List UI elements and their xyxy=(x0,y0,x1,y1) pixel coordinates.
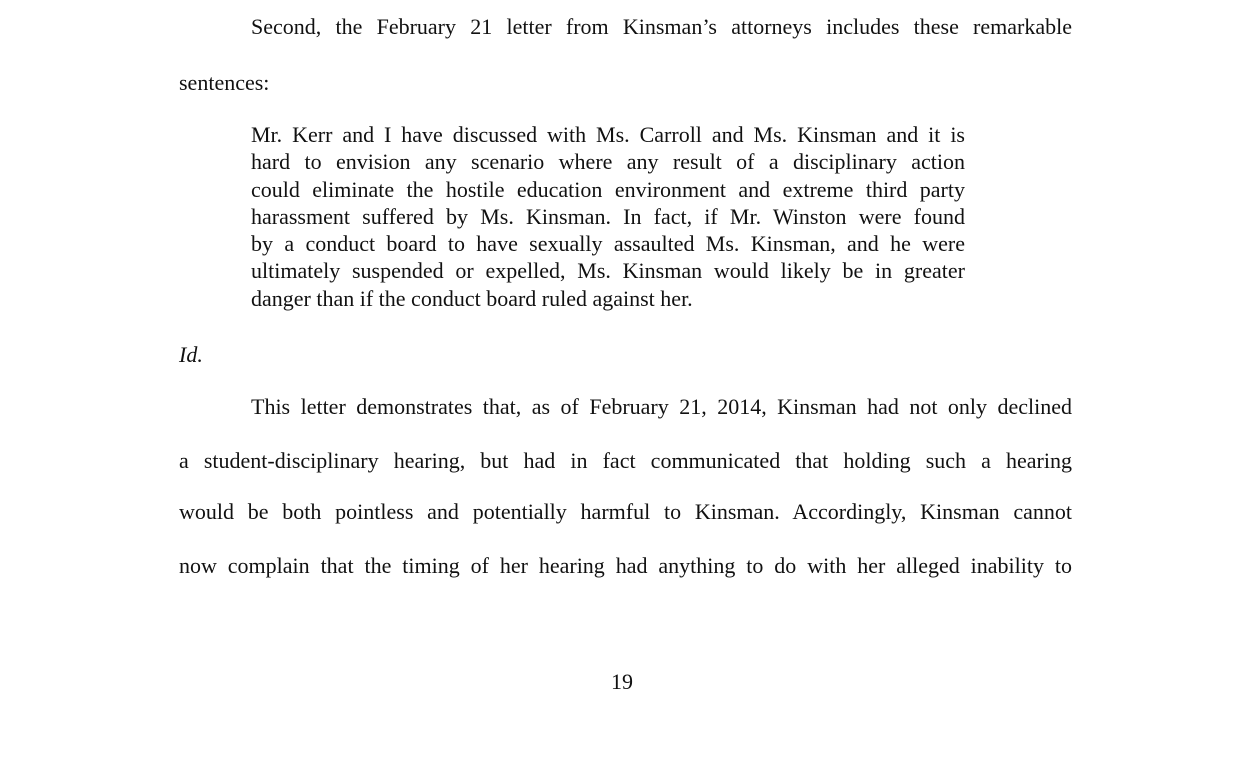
intro-paragraph-line-1: Second, the February 21 letter from Kinsman’s attorneys includes these remarkable xyxy=(251,14,1072,39)
main-paragraph-line-1: This letter demonstrates that, as of February 21, 2014, Kinsman had not only declined xyxy=(251,394,1072,419)
intro-paragraph-line-2: sentences: xyxy=(179,70,270,95)
block-quote-line: danger than if the conduct board ruled against her. xyxy=(251,285,693,311)
block-quote-line: could eliminate the hostile education environment and extreme third party xyxy=(251,176,965,202)
block-quote-line: harassment suffered by Ms. Kinsman. In fact, if Mr. Winston were found xyxy=(251,203,965,229)
citation: Id. xyxy=(179,342,203,367)
block-quote-line: by a conduct board to have sexually assaulted Ms. Kinsman, and he were xyxy=(251,231,965,257)
main-paragraph-line-4: now complain that the timing of her hearing had anything to do with her alleged inability to xyxy=(179,553,1072,578)
block-quote-line: ultimately suspended or expelled, Ms. Kinsman would likely be in greater xyxy=(251,258,965,284)
block-quote-line: Mr. Kerr and I have discussed with Ms. Carroll and Ms. Kinsman and it is xyxy=(251,122,965,147)
main-paragraph-line-3: would be both pointless and potentially harmful to Kinsman. Accordingly, Kinsman cannot xyxy=(179,499,1072,524)
block-quote-line: hard to envision any scenario where any result of a disciplinary action xyxy=(251,149,965,175)
block-quote xyxy=(251,121,965,312)
page-number: 19 xyxy=(611,669,633,694)
main-paragraph-line-2: a student-disciplinary hearing, but had in fact communicated that holding such a hearing xyxy=(179,448,1072,473)
